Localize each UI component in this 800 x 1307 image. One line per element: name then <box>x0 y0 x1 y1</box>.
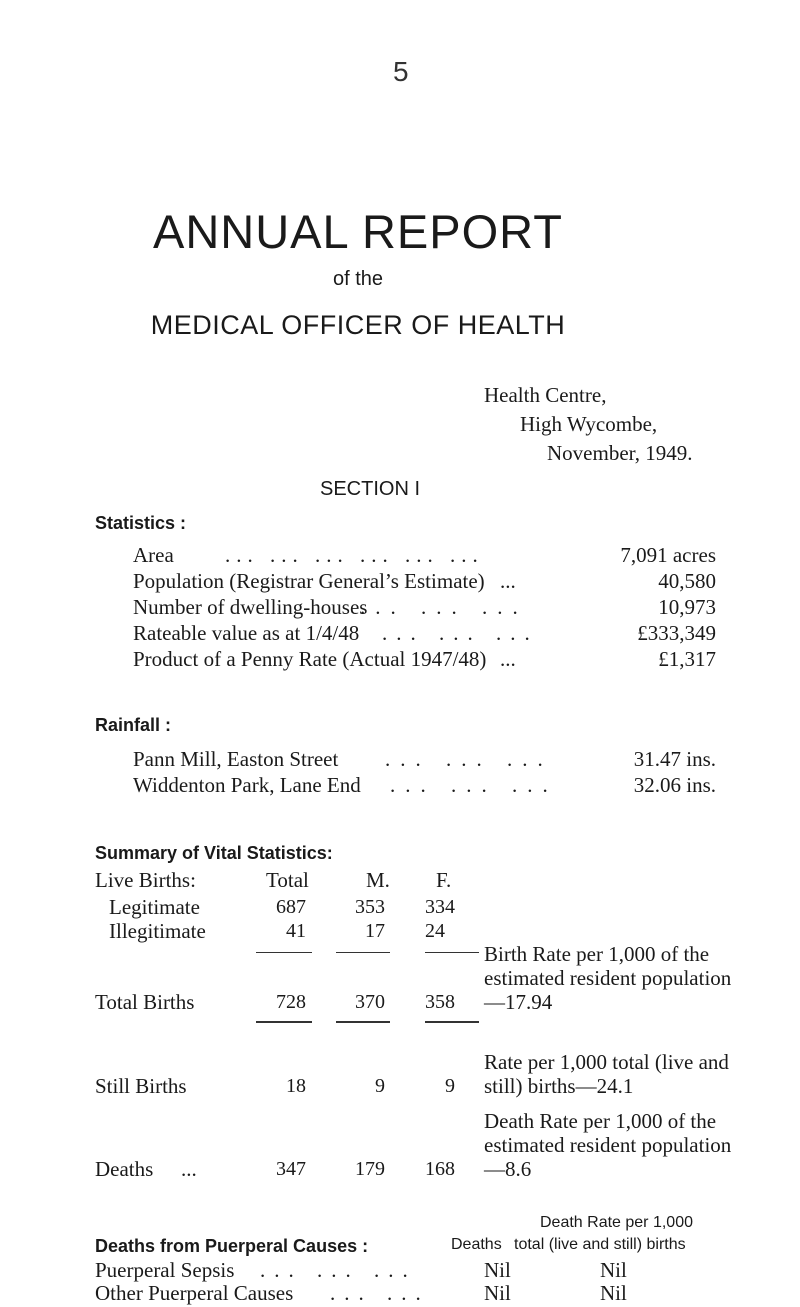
still-rate-note-line-2: still) births—24.1 <box>484 1074 634 1098</box>
still-rate-note-line-1: Rate per 1,000 total (live and <box>484 1050 729 1074</box>
report-title-of-the: of the <box>332 268 384 290</box>
puerperal-col-rate-line-1: Death Rate per 1,000 <box>540 1214 693 1231</box>
stat-value-area: 7,091 acres <box>620 543 716 567</box>
address-line-2: High Wycombe, <box>520 412 658 436</box>
stat-label-dwellings: Number of dwelling-houses <box>133 595 368 619</box>
vital-illegitimate-male: 17 <box>365 920 385 942</box>
rainfall-dots-widdenton-park: ... ... ... <box>390 773 558 797</box>
page-number: 5 <box>393 56 409 87</box>
vital-total-births-male: 370 <box>355 991 385 1013</box>
subtotal-rule-female <box>425 952 479 953</box>
puerperal-sepsis-deaths: Nil <box>484 1258 511 1282</box>
death-rate-note-line-2: estimated resident population <box>484 1133 732 1157</box>
vital-label-still-births: Still Births <box>95 1074 187 1098</box>
total-rule-female <box>425 1021 479 1023</box>
puerperal-dots-other: ... ... <box>330 1281 430 1305</box>
vital-deaths-female: 168 <box>425 1158 455 1180</box>
puerperal-sepsis-rate: Nil <box>600 1258 627 1282</box>
rainfall-label-widdenton-park: Widdenton Park, Lane End <box>133 773 361 797</box>
total-rule-male <box>336 1021 390 1023</box>
vital-legitimate-female: 334 <box>425 896 455 918</box>
birth-rate-note-line-3: —17.94 <box>484 990 553 1014</box>
vital-deaths-male: 179 <box>355 1158 385 1180</box>
puerperal-col-deaths: Deaths <box>451 1236 502 1253</box>
section-heading: SECTION I <box>319 478 420 500</box>
vital-col-female: F. <box>436 868 452 892</box>
puerperal-label-other: Other Puerperal Causes <box>95 1281 294 1305</box>
stat-label-rateable-value: Rateable value as at 1/4/48 <box>133 621 360 645</box>
vital-still-births-male: 9 <box>375 1075 385 1097</box>
vital-col-male: M. <box>366 868 390 892</box>
total-rule-total <box>256 1021 312 1023</box>
vital-statistics-heading: Summary of Vital Statistics: <box>95 843 333 863</box>
vital-label-legitimate: Legitimate <box>109 895 200 919</box>
address-line-1: Health Centre, <box>484 383 607 407</box>
stat-value-rateable-value: £333,349 <box>637 621 716 645</box>
subtotal-rule-male <box>336 952 390 953</box>
puerperal-heading: Deaths from Puerperal Causes : <box>95 1236 369 1256</box>
vital-dots-deaths: ... <box>181 1157 197 1181</box>
report-title: ANNUAL REPORT <box>153 205 563 258</box>
vital-total-births-female: 358 <box>425 991 455 1013</box>
rainfall-value-widdenton-park: 32.06 ins. <box>633 773 716 797</box>
stat-dots-rateable-value: ... ... ... <box>382 621 539 645</box>
puerperal-dots-sepsis: ... ... ... <box>260 1258 417 1282</box>
rainfall-dots-pann-mill: ... ... ... <box>385 747 553 771</box>
report-subtitle: MEDICAL OFFICER OF HEALTH <box>150 310 566 340</box>
subtotal-rule-total <box>256 952 312 953</box>
rainfall-label-pann-mill: Pann Mill, Easton Street <box>133 747 339 771</box>
vital-legitimate-male: 353 <box>355 896 385 918</box>
vital-label-deaths: Deaths <box>95 1157 154 1181</box>
death-rate-note-line-1: Death Rate per 1,000 of the <box>484 1109 717 1133</box>
rainfall-heading: Rainfall : <box>95 715 172 735</box>
stat-dots-area: ... ... ... ... ... ... <box>225 543 484 567</box>
vital-total-births-total: 728 <box>276 991 306 1013</box>
stat-label-area: Area <box>133 543 174 567</box>
vital-label-total-births: Total Births <box>95 990 195 1014</box>
puerperal-label-sepsis: Puerperal Sepsis <box>95 1258 235 1282</box>
stat-label-penny-rate: Product of a Penny Rate (Actual 1947/48) <box>133 647 487 671</box>
puerperal-col-rate-line-2: total (live and still) births <box>514 1236 686 1253</box>
vital-col-total: Total <box>266 868 309 892</box>
stat-label-population: Population (Registrar General’s Estimate) <box>133 569 485 593</box>
death-rate-note-line-3: —8.6 <box>484 1157 532 1181</box>
vital-deaths-total: 347 <box>276 1158 306 1180</box>
rainfall-value-pann-mill: 31.47 ins. <box>633 747 716 771</box>
vital-still-births-total: 18 <box>286 1075 306 1097</box>
puerperal-other-deaths: Nil <box>484 1281 511 1305</box>
vital-label-illegitimate: Illegitimate <box>109 919 206 943</box>
stat-value-population: 40,580 <box>658 569 716 593</box>
vital-legitimate-total: 687 <box>276 896 306 918</box>
vital-illegitimate-total: 41 <box>286 920 306 942</box>
vital-col-live-births: Live Births: <box>95 868 196 892</box>
address-line-3: November, 1949. <box>547 441 693 465</box>
stat-value-dwellings: 10,973 <box>658 595 716 619</box>
stat-dots-penny-rate: ... <box>500 647 516 671</box>
vital-still-births-female: 9 <box>445 1075 455 1097</box>
puerperal-other-rate: Nil <box>600 1281 627 1305</box>
statistics-heading: Statistics : <box>95 513 187 533</box>
stat-dots-dwellings: ... ... ... <box>360 595 528 619</box>
vital-illegitimate-female: 24 <box>425 920 445 942</box>
stat-dots-population: ... <box>500 569 516 593</box>
stat-value-penny-rate: £1,317 <box>658 647 716 671</box>
birth-rate-note-line-2: estimated resident population <box>484 966 732 990</box>
birth-rate-note-line-1: Birth Rate per 1,000 of the <box>484 942 710 966</box>
